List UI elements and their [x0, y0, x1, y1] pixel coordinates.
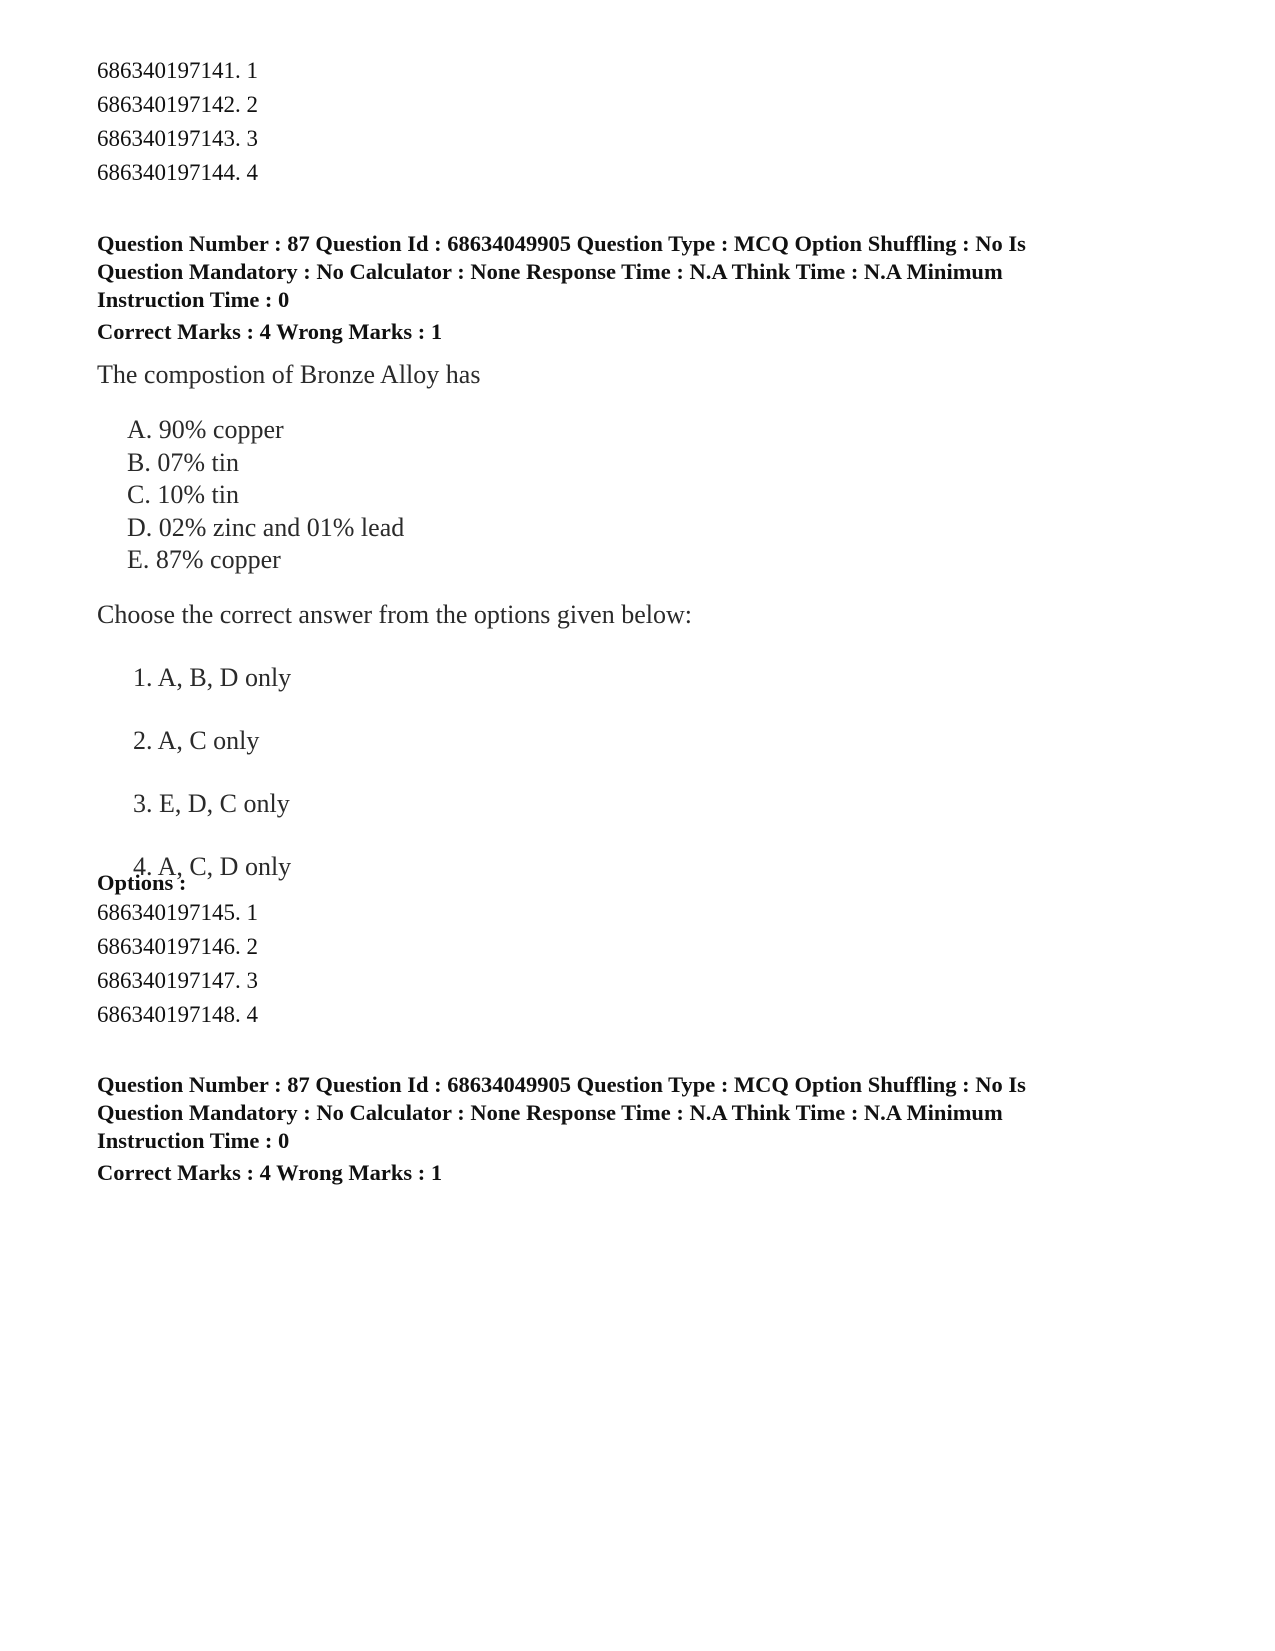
statement-item: D. 02% zinc and 01% lead: [127, 512, 405, 542]
choose-instruction: Choose the correct answer from the options given below:: [97, 600, 692, 629]
statement-item: C. 10% tin: [127, 480, 239, 509]
question-header: [97, 230, 1177, 314]
question-header-line: Instruction Time : 0: [97, 1128, 290, 1153]
answer-choice-item: 4. A, C, D only: [133, 852, 292, 881]
option-id-item: 686340197146. 2: [97, 934, 258, 959]
statement-item: A. 90% copper: [127, 415, 284, 444]
previous-option-list: [97, 54, 258, 190]
option-id-item: 686340197141. 1: [97, 58, 258, 83]
option-id-item: 686340197148. 4: [97, 1002, 258, 1027]
answer-choice-item: 3. E, D, C only: [133, 789, 290, 818]
statement-list: [127, 414, 404, 577]
question-stem: The compostion of Bronze Alloy has: [97, 360, 481, 389]
statement-item: E. 87% copper: [127, 545, 281, 574]
option-id-item: 686340197145. 1: [97, 900, 258, 925]
question-header-line: Instruction Time : 0: [97, 287, 290, 312]
question-header: [97, 1071, 1177, 1155]
option-id-item: 686340197147. 3: [97, 968, 258, 993]
option-id-item: 686340197143. 3: [97, 126, 258, 151]
option-id-list: [97, 896, 258, 1032]
option-id-item: 686340197144. 4: [97, 160, 258, 185]
option-id-item: 686340197142. 2: [97, 92, 258, 117]
question-marks: Correct Marks : 4 Wrong Marks : 1: [97, 319, 443, 344]
question-body: [97, 358, 797, 908]
answer-choice-item: 1. A, B, D only: [133, 663, 292, 692]
question-header-line: Question Mandatory : No Calculator : None Response Time : N.A Think Time : N.A Minimum: [97, 1100, 1003, 1125]
question-header-line: Question Number : 87 Question Id : 68634049905 Question Type : MCQ Option Shuffling : No Is: [97, 231, 1026, 256]
options-label: Options :: [97, 870, 187, 895]
question-header-line: Question Mandatory : No Calculator : None Response Time : N.A Think Time : N.A Minimum: [97, 259, 1003, 284]
answer-choice-item: 2. A, C only: [133, 726, 260, 755]
statement-item: B. 07% tin: [127, 447, 239, 477]
question-header-line: Question Number : 87 Question Id : 68634049905 Question Type : MCQ Option Shuffling : No Is: [97, 1072, 1026, 1097]
question-marks: Correct Marks : 4 Wrong Marks : 1: [97, 1160, 443, 1185]
